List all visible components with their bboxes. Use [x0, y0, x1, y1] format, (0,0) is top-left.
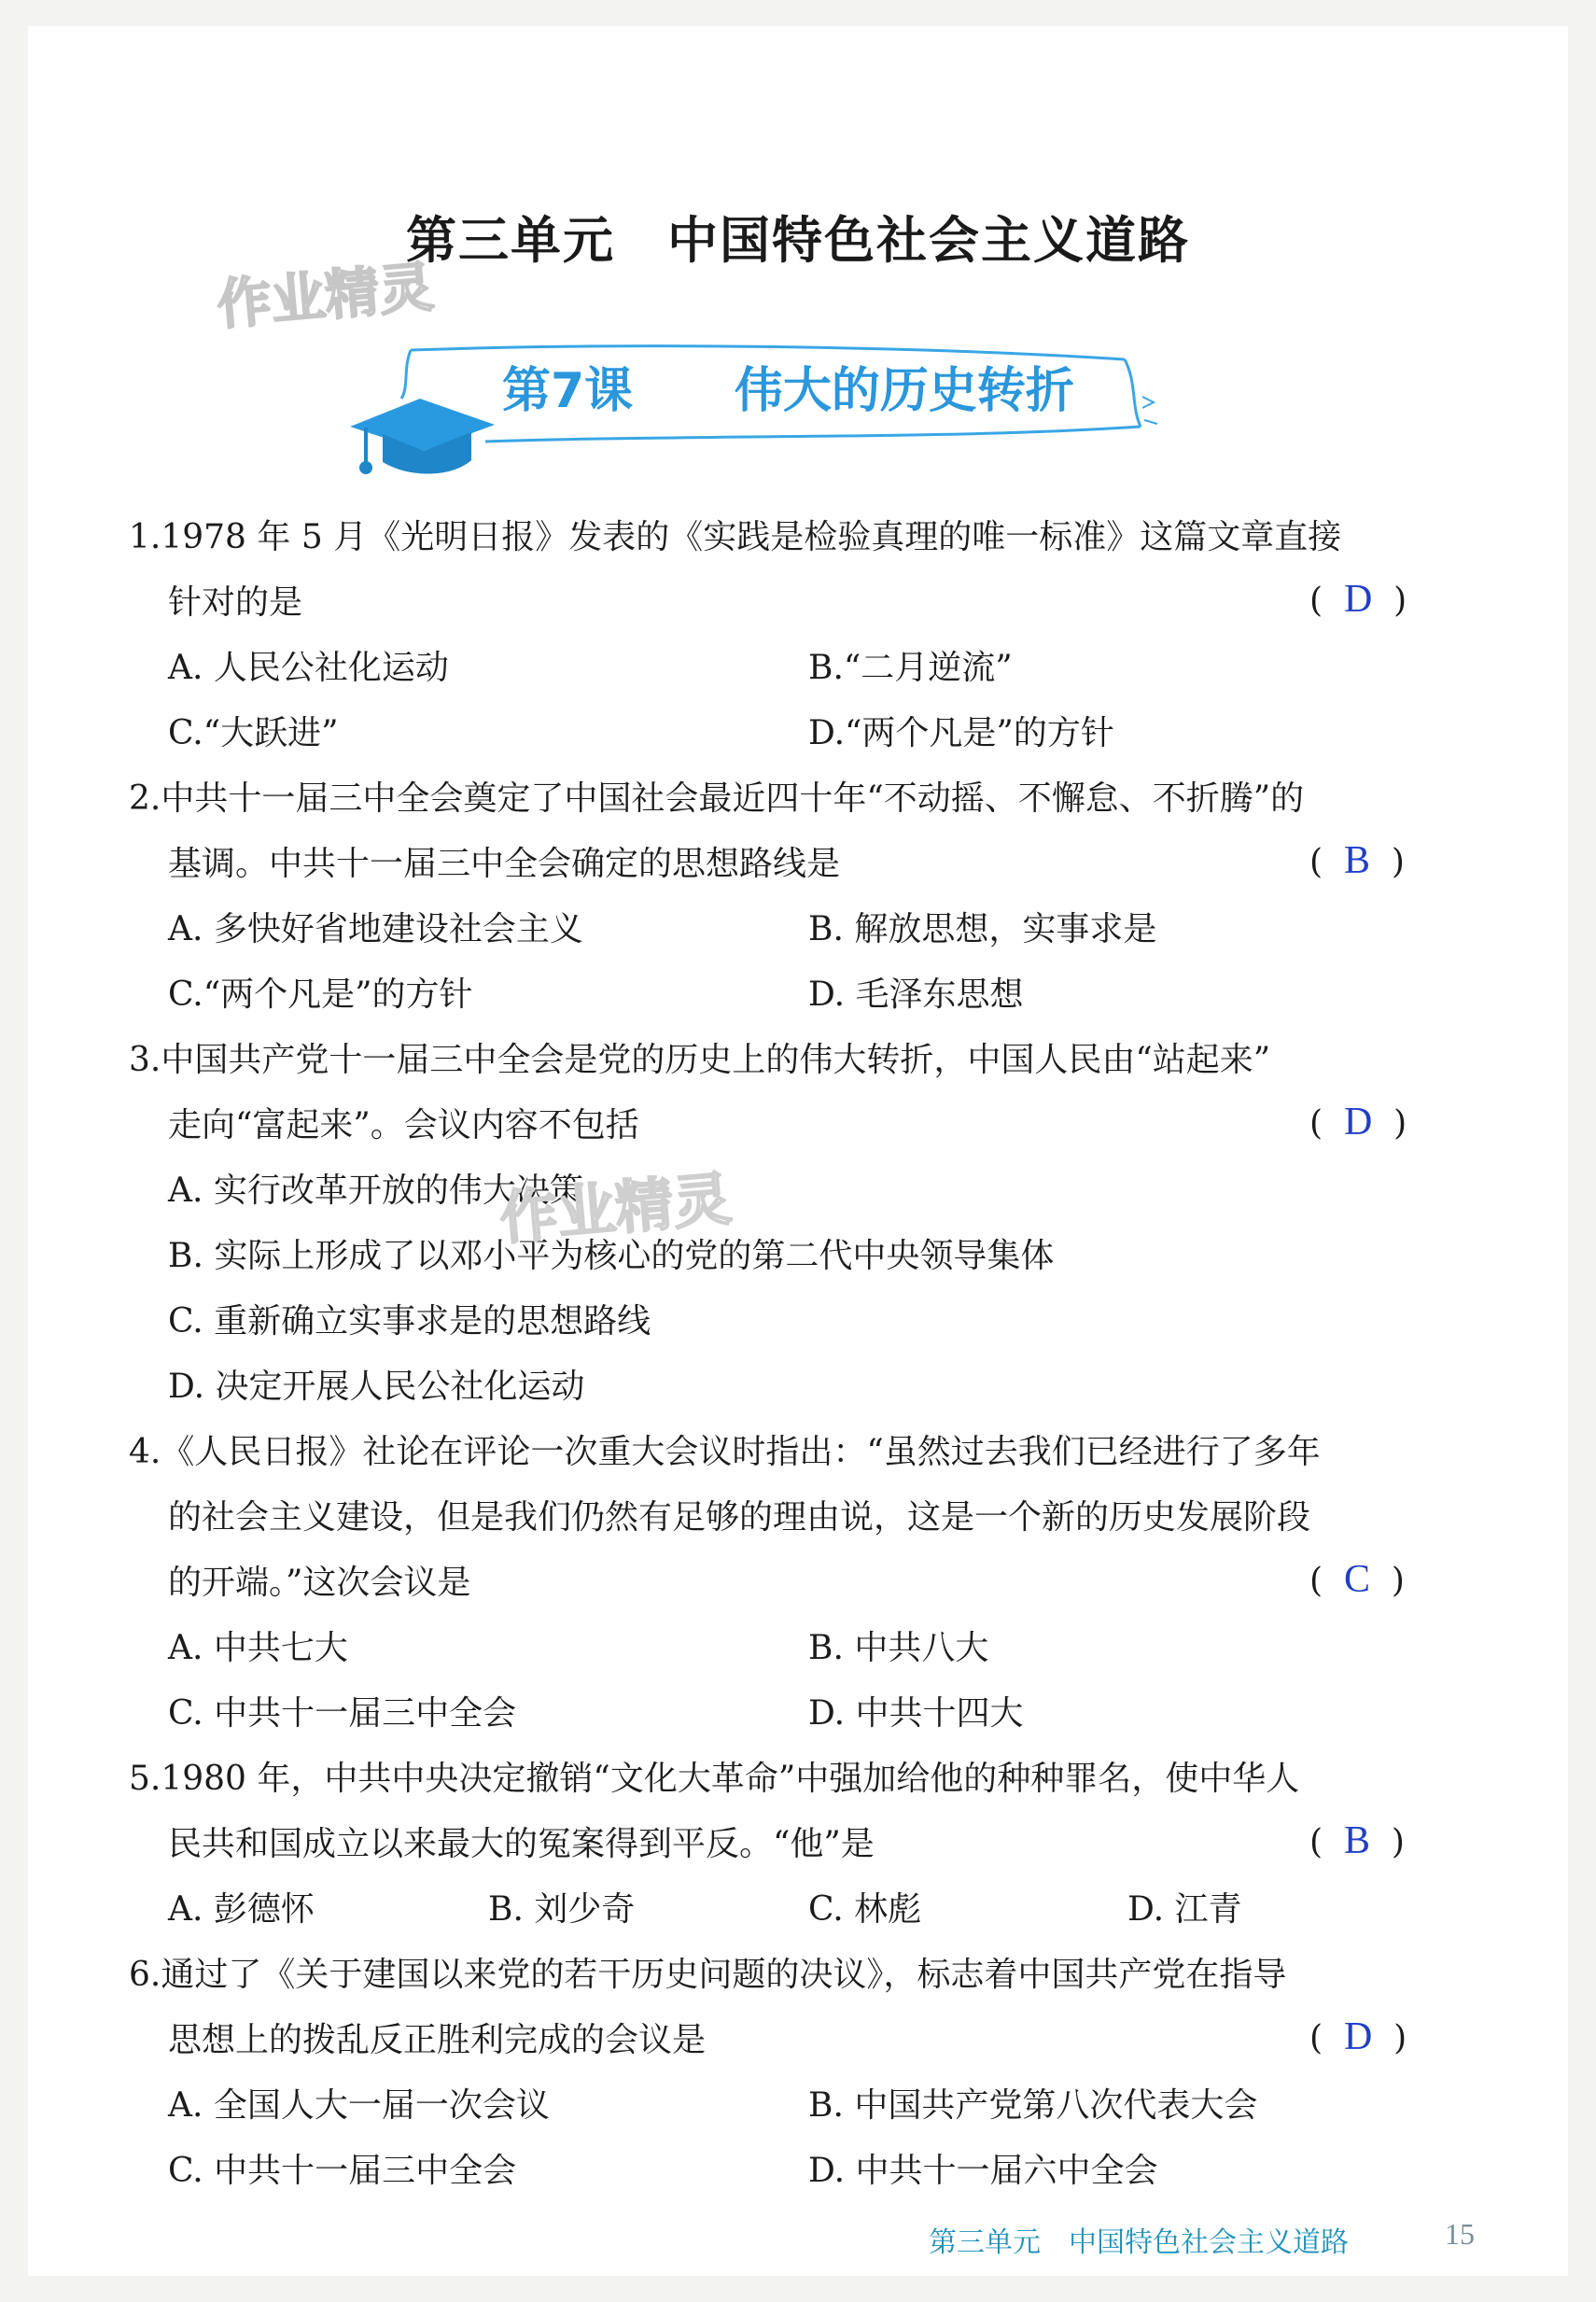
- option: D. 毛泽东思想: [808, 976, 1024, 1014]
- question-stem-line: 6.通过了《关于建国以来党的若干历史问题的决议》，标志着中国共产党在指导: [129, 1956, 1287, 1994]
- option: A. 实行改革开放的伟大决策: [168, 1172, 583, 1210]
- page-number: 15: [1445, 2217, 1475, 2251]
- answer-letter: C: [1343, 1558, 1370, 1601]
- option: A. 人民公社化运动: [168, 649, 449, 687]
- option: A. 多快好省地建设社会主义: [168, 910, 583, 948]
- footer-unit: 第三单元 中国特色社会主义道路: [929, 2226, 1349, 2259]
- answer-bracket: ( B ): [1309, 1819, 1405, 1862]
- graduation-cap-icon: [350, 399, 495, 474]
- option: D. 中共十四大: [808, 1694, 1024, 1733]
- answer-letter: D: [1343, 1101, 1373, 1144]
- answer-bracket: ( D ): [1309, 578, 1407, 621]
- answer-bracket: ( C ): [1309, 1558, 1405, 1601]
- option: C. 中共十一届三中全会: [168, 1694, 517, 1733]
- option: D. 中共十一届六中全会: [808, 2152, 1158, 2190]
- question-stem-line: 5.1980 年，中共中央决定撤销“文化大革命”中强加给他的种种罪名，使中华人: [129, 1760, 1300, 1798]
- option: D.“两个凡是”的方针: [808, 714, 1114, 752]
- option: A. 全国人大一届一次会议: [168, 2086, 550, 2125]
- option: B. 中共八大: [808, 1629, 989, 1667]
- option: C. 林彪: [808, 1890, 922, 1929]
- watermark: 作业精灵: [497, 1164, 735, 1253]
- option: C.“两个凡是”的方针: [168, 976, 473, 1014]
- option: D. 江青: [1127, 1890, 1242, 1929]
- question-stem-line: 的开端。”这次会议是: [168, 1564, 471, 1602]
- answer-letter: D: [1343, 2015, 1373, 2058]
- option: B. 刘少奇: [488, 1890, 636, 1929]
- question-stem-line: 4.《人民日报》社论在评论一次重大会议时指出：“虽然过去我们已经进行了多年: [129, 1433, 1321, 1471]
- option: D. 决定开展人民公社化运动: [168, 1368, 585, 1406]
- answer-letter: B: [1343, 1819, 1370, 1862]
- question-stem-line: 的社会主义建设，但是我们仍然有足够的理由说，这是一个新的历史发展阶段: [168, 1498, 1311, 1537]
- option: B. 解放思想，实事求是: [808, 910, 1157, 948]
- question-stem-line: 2.中共十一届三中全会奠定了中国社会最近四十年“不动摇、不懈怠、不折腾”的: [129, 779, 1305, 818]
- answer-letter: B: [1343, 839, 1370, 882]
- question-stem-line: 1.1978 年 5 月《光明日报》发表的《实践是检验真理的唯一标准》这篇文章直接: [129, 518, 1342, 556]
- lesson-number: 第7课: [502, 363, 634, 419]
- option: B. 中国共产党第八次代表大会: [808, 2086, 1258, 2125]
- option: B.“二月逆流”: [808, 649, 1013, 687]
- unit-title: 第三单元 中国特色社会主义道路: [406, 211, 1190, 270]
- question-stem-line: 民共和国成立以来最大的冤案得到平反。“他”是: [168, 1825, 875, 1863]
- question-stem-line: 走向“富起来”。会议内容不包括: [168, 1106, 639, 1144]
- option: A. 彭德怀: [168, 1890, 315, 1929]
- question-stem-line: 基调。中共十一届三中全会确定的思想路线是: [168, 845, 841, 883]
- answer-bracket: ( D ): [1309, 2015, 1407, 2058]
- question-stem-line: 针对的是: [168, 583, 303, 622]
- question-stem-line: 思想上的拨乱反正胜利完成的会议是: [168, 2021, 707, 2059]
- option: A. 中共七大: [168, 1629, 348, 1667]
- option: C.“大跃进”: [168, 714, 339, 752]
- option: B. 实际上形成了以邓小平为核心的党的第二代中央领导集体: [168, 1237, 1055, 1275]
- answer-letter: D: [1343, 578, 1373, 621]
- watermark: 作业精灵: [214, 254, 436, 337]
- answer-bracket: ( D ): [1309, 1101, 1407, 1144]
- option: C. 重新确立实事求是的思想路线: [168, 1302, 651, 1340]
- option: C. 中共十一届三中全会: [168, 2152, 517, 2190]
- lesson-title: 伟大的历史转折: [734, 363, 1074, 419]
- lesson-heading: [502, 351, 1074, 421]
- question-stem-line: 3.中国共产党十一届三中全会是党的历史上的伟大转折，中国人民由“站起来”: [129, 1041, 1271, 1079]
- answer-bracket: ( B ): [1309, 839, 1405, 882]
